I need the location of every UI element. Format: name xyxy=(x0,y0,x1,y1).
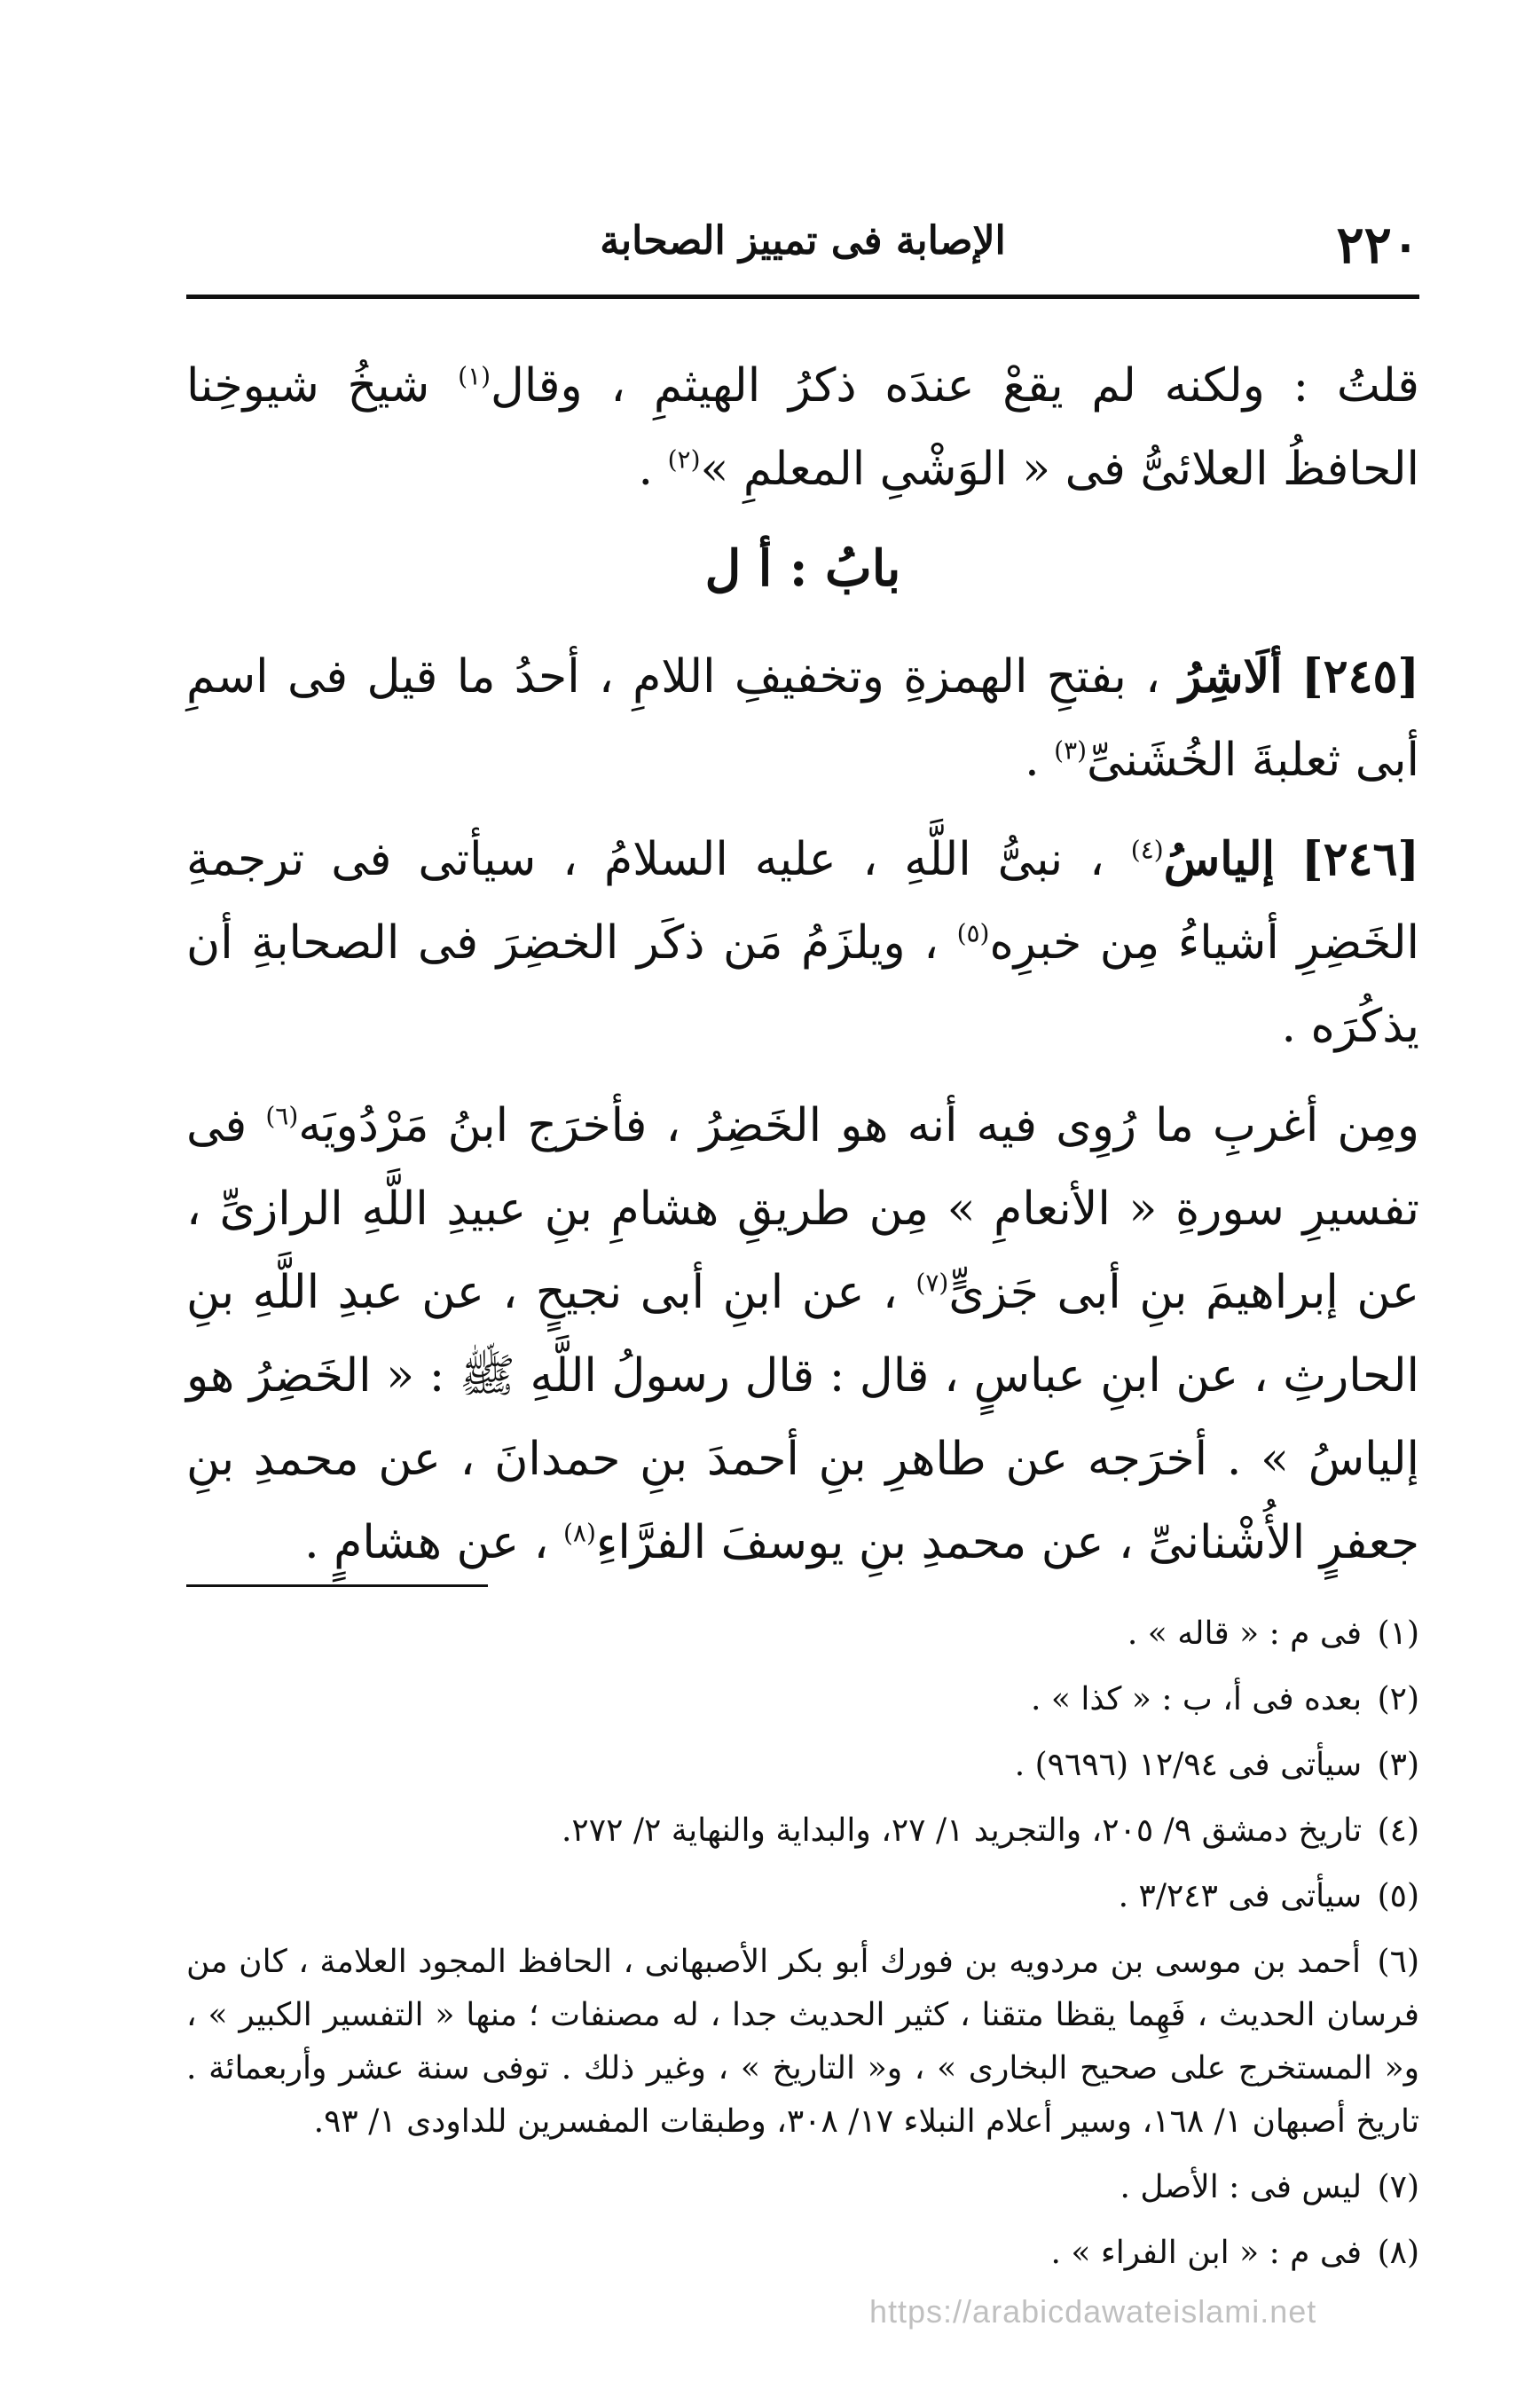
entry-text-1: ، بفتحِ الهمزةِ وتخفيفِ اللامِ ، أحدُ ما قيل فى اسمِ أبى ثعلبةَ الخُشَنىِّ xyxy=(186,650,1419,787)
final-text-2: فى تفسيرِ سورةِ « الأنعامِ » مِن طريقِ هشامِ بنِ عبيدِ اللَّهِ الرازىِّ ، عن إبراهيمَ بنِ أبى جَزىٍّ xyxy=(186,1099,1419,1319)
entry-text-2: ، ويلزَمُ مَن ذكَر الخضِرَ فى الصحابةِ أن يذكُرَه . xyxy=(186,916,1419,1053)
footnote xyxy=(186,1804,1419,1858)
final-text-3: ، عن ابنِ أبى نجيحٍ ، عن عبدِ اللَّهِ بنِ الحارثِ ، عن ابنِ عباسٍ ، قال : قال رسولُ اللَّهِ ﷺ : « الخَضِرُ هو إلياسُ » . أخرَجه عن طاهرِ بنِ أحمدَ بنِ حمدانَ ، عن محمدِ بنِ جعفرٍ الأُشْنانىِّ ، عن محمدِ بنِ يوسفَ الفرَّاءِ xyxy=(186,1266,1419,1569)
entry-text-2: . xyxy=(1025,734,1055,787)
footnote-ref-2: (٢) xyxy=(667,444,701,475)
footnote-ref-8: (٨) xyxy=(562,1518,596,1548)
footnote-number: (٦) xyxy=(1377,1944,1419,1980)
intro-paragraph xyxy=(186,344,1419,511)
footnote-ref-5: (٥) xyxy=(956,918,990,948)
footnote xyxy=(186,2227,1419,2280)
footnote xyxy=(186,1673,1419,1726)
footnote-number: (٥) xyxy=(1377,1878,1419,1914)
footnote-text: سيأتى فى ١٢/٩٤ (٩٦٩٦) . xyxy=(1014,1747,1363,1783)
footnote-number: (٢) xyxy=(1377,1681,1419,1717)
footnote-number: (٣) xyxy=(1377,1747,1419,1783)
watermark-url: https://arabicdawateislami.net xyxy=(869,2293,1317,2330)
footnote-number: (١) xyxy=(1377,1615,1419,1652)
entry-246 xyxy=(186,818,1419,1068)
header-rule xyxy=(186,295,1419,299)
footnote-text: فى م : « ابن الفراء » . xyxy=(1050,2235,1363,2271)
footnote-ref-1: (١) xyxy=(458,361,491,391)
final-text-4: ، عن هشامٍ . xyxy=(304,1516,563,1569)
entry-name: إلياسُ xyxy=(1163,832,1276,886)
entry-number: [٢٤٦] xyxy=(1300,832,1419,886)
section-heading: بابُ : أ ل xyxy=(704,539,901,598)
footnotes xyxy=(186,1607,1419,2292)
intro-text-2: شيخُ شيوخِنا الحافظُ العلائىُّ فى « الوَشْىِ المعلمِ » xyxy=(186,359,1419,496)
footnote-text: بعده فى أ، ب : « كذا » . xyxy=(1031,1681,1363,1717)
footnote xyxy=(186,1739,1419,1792)
footnote-text: أحمد بن موسى بن مردويه بن فورك أبو بكر الأصبهانى ، الحافظ المجود العلامة ، كان من فرسان الحديث ، فَهِما يقظا متقنا ، كثير الحديث جدا ، له مصنفات ؛ منها « التفسير الكبير » ، و« المستخرج على صحيح البخارى » ، و« التاريخ » ، وغير ذلك . توفى سنة عشر وأربعمائة . تاريخ أصبهان ١/ ١٦٨، وسير أعلام النبلاء ١٧/ ٣٠٨، وطبقات المفسرين للداودى ١/ ٩٣. xyxy=(186,1944,1419,2140)
page-header xyxy=(186,211,1419,291)
entry-name: ألَاشِرُ xyxy=(1179,649,1283,703)
intro-text-3: . xyxy=(638,443,668,496)
entry-text-1: ، نبىُّ اللَّهِ ، عليه السلامُ ، سيأتى فى ترجمةِ الخَضِرِ أشياءُ مِن خبرِه xyxy=(186,833,1419,970)
footnote xyxy=(186,2161,1419,2214)
final-text-1: ومِن أغربِ ما رُوِى فيه أنه هو الخَضِرُ ، فأخرَج ابنُ مَرْدُويَه xyxy=(298,1099,1419,1152)
footnote-ref-3: (٣) xyxy=(1054,735,1088,766)
final-paragraph xyxy=(186,1084,1419,1584)
footnote-text: ليس فى : الأصل . xyxy=(1120,2169,1363,2205)
page-number: ٢٢٠ xyxy=(1336,215,1419,275)
footnote xyxy=(186,1870,1419,1923)
entry-245 xyxy=(186,635,1419,802)
entry-number: [٢٤٥] xyxy=(1300,649,1419,703)
footnote-separator xyxy=(186,1584,488,1587)
main-text xyxy=(186,344,1419,1600)
footnote-text: تاريخ دمشق ٩/ ٢٠٥، والتجريد ١/ ٢٧، والبداية والنهاية ٢/ ٢٧٢. xyxy=(561,1812,1363,1849)
footnote xyxy=(186,1936,1419,2149)
footnote xyxy=(186,1607,1419,1661)
footnote-ref-7: (٧) xyxy=(915,1268,949,1298)
footnote-ref-6: (٦) xyxy=(265,1101,299,1131)
intro-text-1: قلتُ : ولكنه لم يقعْ عندَه ذكرُ الهيثمِ ، وقال xyxy=(491,359,1419,413)
running-title: الإصابة فى تمييز الصحابة xyxy=(600,218,1006,263)
footnote-number: (٧) xyxy=(1377,2169,1419,2205)
footnote-text: سيأتى فى ٣/٢٤٣ . xyxy=(1118,1878,1363,1914)
footnote-text: فى م : « قاله » . xyxy=(1127,1615,1363,1652)
footnote-ref-4: (٤) xyxy=(1130,835,1164,865)
footnote-number: (٤) xyxy=(1377,1812,1419,1849)
footnote-number: (٨) xyxy=(1377,2235,1419,2271)
